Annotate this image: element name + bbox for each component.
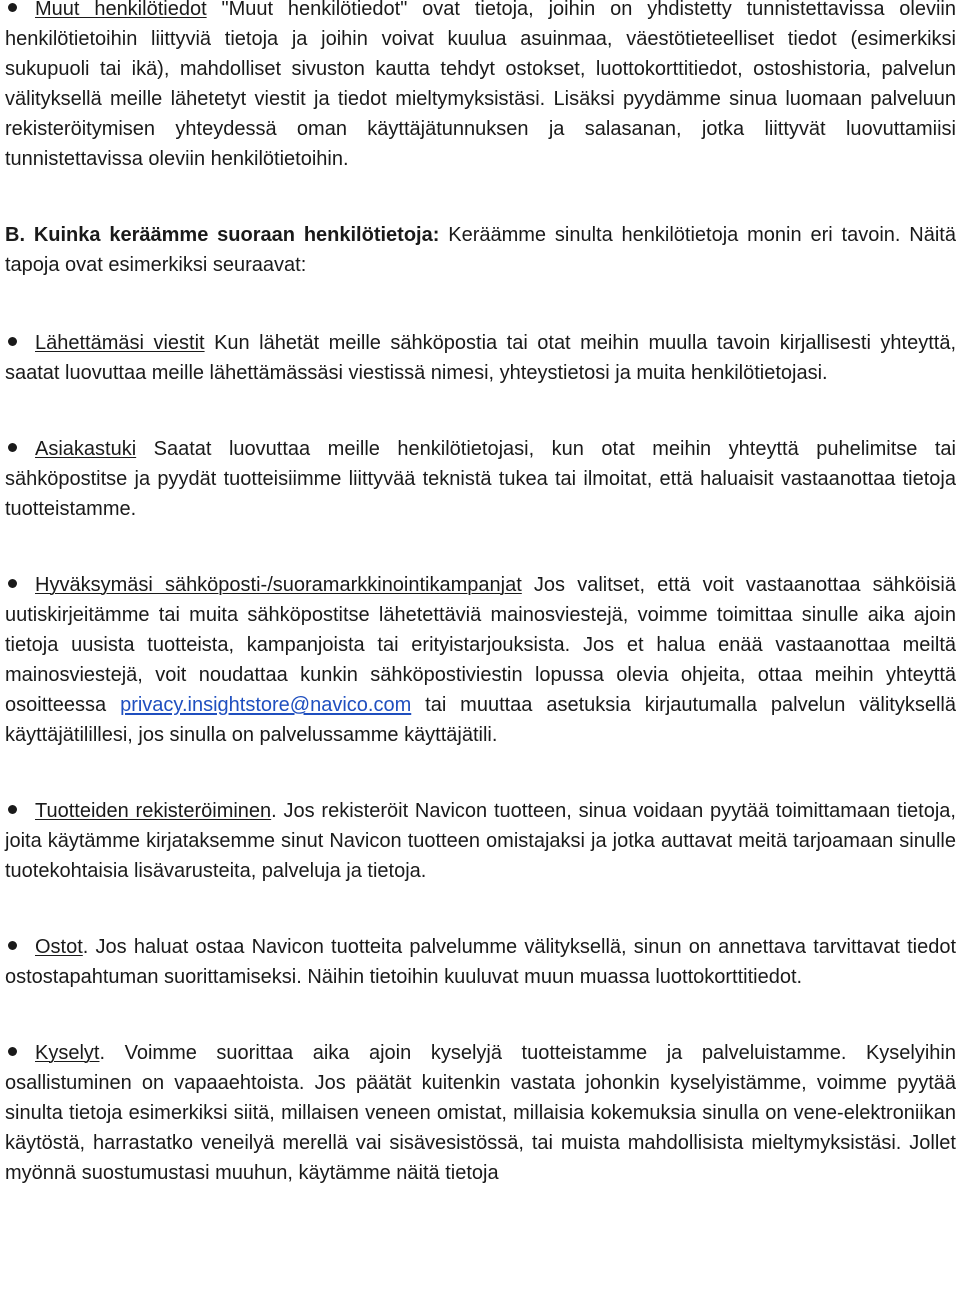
item-title: Ostot <box>35 936 83 958</box>
list-item-other-personal-data <box>5 0 956 174</box>
item-title: Hyväksymäsi sähköposti-/suoramarkkinointikampanjat <box>35 574 522 596</box>
privacy-email-link[interactable]: privacy.insightstore@navico.com <box>120 694 412 716</box>
list-item-purchases <box>5 932 956 992</box>
item-text: Saatat luovuttaa meille henkilötietojasi, kun otat meihin yhteyttä puhelimitse tai sähköpostitse ja pyydät tuotteisiimme liittyvää teknistä tukea tai ilmoitat, että haluaisit vastaanottaa tietoja tuotteistamme. <box>5 438 956 520</box>
item-title: Kyselyt <box>35 1042 100 1064</box>
document-body <box>5 0 956 1188</box>
list-item-surveys <box>5 1038 956 1188</box>
item-text: Kun lähetät meille sähköpostia tai otat meihin muulla tavoin kirjallisesti yhteyttä, saatat luovuttaa meille lähettämässäsi viestissä nimesi, yhteystietosi ja muita henkilötietojasi. <box>5 332 956 384</box>
item-title: Muut henkilötiedot <box>35 0 207 20</box>
item-title: Asiakastuki <box>35 438 137 460</box>
list-item-product-registration <box>5 796 956 886</box>
section-b-heading: B. Kuinka keräämme suoraan henkilötietoja: <box>5 224 440 246</box>
list-item-messages <box>5 328 956 388</box>
section-b-paragraph <box>5 220 956 280</box>
item-text-before-link: Jos valitset, että voit vastaanottaa sähköisiä uutiskirjeitämme tai muita sähköpostitse lähetettäviä mainosviestejä, voimme toimittaa sinulle aika ajoin tietoja uusista tuotteista, kampanjoista tai erityistarjouksista. Jos et halua enää vastaanottaa meiltä mainosviestejä, voit noudattaa kunkin sähköpostiviestin lopussa olevia ohjeita, ottaa meihin yhteyttä osoitteessa <box>5 574 956 716</box>
item-title: Lähettämäsi viestit <box>35 332 205 354</box>
item-title: Tuotteiden rekisteröiminen <box>35 800 272 822</box>
item-text: . Voimme suorittaa aika ajoin kyselyjä tuotteistamme ja palveluistamme. Kyselyihin osallistuminen on vapaaehtoista. Jos päätät kuitenkin vastata johonkin kyselyistämme, voimme pyytää sinulta tietoja esimerkiksi siitä, millaisen veneen omistat, millaisia kokemuksia sinulla on vene-elektroniikan käytöstä, harrastatko veneilyä merellä vai sisävesistössä, tai muista mahdollisista mieltymyksistäsi. Jollet myönnä suostumustasi muuhun, käytämme näitä tietoja <box>5 1042 956 1184</box>
section-b-text: Keräämme sinulta henkilötietoja monin eri tavoin. Näitä tapoja ovat esimerkiksi seuraavat: <box>5 224 956 276</box>
item-text: . Jos haluat ostaa Navicon tuotteita palvelumme välityksellä, sinun on annettava tarvittavat tiedot ostostapahtuman suorittamiseksi. Näihin tietoihin kuuluvat muun muassa luottokorttitiedot. <box>5 936 956 988</box>
list-item-email-campaigns <box>5 570 956 750</box>
list-item-customer-support <box>5 434 956 524</box>
item-text-after-link: tai muuttaa asetuksia kirjautumalla palvelun välityksellä käyttäjätilillesi, jos sinulla on palvelussamme käyttäjätili. <box>5 694 956 746</box>
item-text: "Muut henkilötiedot" ovat tietoja, joihin on yhdistetty tunnistettavissa oleviin henkilötietoihin liittyviä tietoja ja joihin voivat kuulua asuinmaa, väestötieteelliset tiedot (esimerkiksi sukupuoli tai ikä), mahdolliset sivuston kautta tehdyt ostokset, luottokorttitiedot, ostoshistoria, palvelun välityksellä meille lähetetyt viestit ja tiedot mieltymyksistäsi. Lisäksi pyydämme sinua luomaan palveluun rekisteröitymisen yhteydessä oman käyttäjätunnuksen ja salasanan, jotka liittyvät luovuttamiisi tunnistettavissa oleviin henkilötietoihin. <box>5 0 956 170</box>
item-text: . Jos rekisteröit Navicon tuotteen, sinua voidaan pyytää toimittamaan tietoja, joita käytämme kirjataksemme sinut Navicon tuotteen omistajaksi ja jotka auttavat meitä tarjoamaan sinulle tuotekohtaisia lisävarusteita, palveluja ja tietoja. <box>5 800 956 882</box>
